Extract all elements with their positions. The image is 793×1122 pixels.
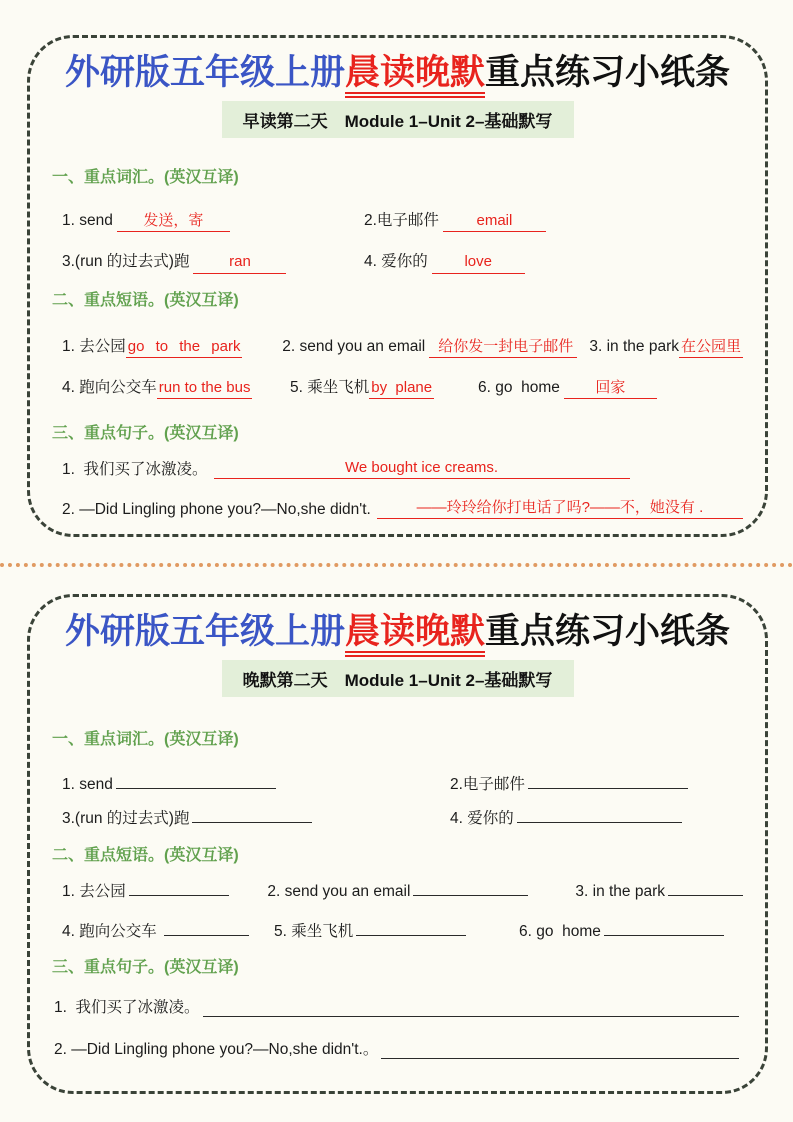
answer-blank bbox=[203, 1001, 739, 1017]
question-label: 2. send you an email bbox=[267, 883, 411, 900]
morning-banner: 早读第二天 Module 1–Unit 2–基础默写 bbox=[222, 101, 574, 138]
phrase-item bbox=[267, 880, 575, 901]
answer-text: We bought ice creams. bbox=[214, 458, 630, 479]
phrase-row-2 bbox=[62, 919, 743, 941]
cut-line-divider bbox=[0, 563, 793, 567]
evening-banner: 晚默第二天 Module 1–Unit 2–基础默写 bbox=[222, 660, 574, 697]
vocab-item bbox=[62, 249, 364, 273]
phrase-item bbox=[274, 919, 519, 941]
evening-dictation-card bbox=[27, 594, 768, 1094]
answer-text: 发送，寄 bbox=[117, 211, 230, 232]
question-label: 4. 爱你的 bbox=[450, 810, 514, 827]
question-label: 2. send you an email bbox=[282, 337, 426, 355]
phrase-item bbox=[575, 880, 743, 901]
question-label: 1. send bbox=[62, 776, 113, 793]
answer-text: love bbox=[432, 252, 525, 273]
title-suffix: 重点练习小纸条 bbox=[485, 612, 731, 651]
answer-blank bbox=[164, 920, 249, 936]
phrase-item bbox=[62, 879, 267, 901]
question-label: 5. 乘坐飞机 bbox=[290, 378, 370, 396]
title-edition: 外研版五年级上册 bbox=[64, 53, 345, 92]
answer-blank bbox=[192, 807, 312, 823]
phrase-item bbox=[62, 919, 274, 941]
worksheet-title bbox=[52, 52, 743, 94]
question-label: 3. in the park bbox=[575, 883, 665, 900]
question-label: 2. —Did Lingling phone you?—No,she didn't. bbox=[62, 501, 371, 519]
answer-text: 回家 bbox=[564, 378, 657, 399]
answer-blank bbox=[381, 1043, 739, 1059]
question-label: 4. 跑向公交车 bbox=[62, 923, 162, 940]
morning-reading-card bbox=[27, 35, 768, 537]
vocab-item bbox=[364, 208, 546, 232]
vocab-item bbox=[450, 772, 688, 794]
question-label: 3.(run 的过去式)跑 bbox=[62, 810, 190, 827]
answer-text: go to the park bbox=[126, 337, 243, 358]
vocab-item bbox=[62, 211, 364, 232]
phrase-row-1 bbox=[62, 334, 743, 358]
answer-blank bbox=[604, 920, 724, 936]
title-highlight: 晨读晚默 bbox=[345, 612, 485, 657]
question-label: 4. 跑向公交车 bbox=[62, 378, 157, 396]
vocab-row-1 bbox=[62, 772, 743, 794]
answer-blank bbox=[356, 920, 466, 936]
question-label: 1. send bbox=[62, 212, 113, 229]
phrase-row-1 bbox=[62, 879, 743, 901]
sentence-row-2 bbox=[54, 1037, 743, 1059]
answer-text: 在公园里 bbox=[679, 337, 743, 358]
question-label: 1. 去公园 bbox=[62, 883, 126, 900]
vocab-item bbox=[62, 806, 450, 828]
question-label: 3. in the park bbox=[589, 337, 679, 355]
answer-text: 给你发一封电子邮件 bbox=[429, 337, 577, 358]
question-label: 2.电子邮件 bbox=[364, 212, 439, 229]
phrase-item bbox=[62, 334, 282, 358]
vocab-row-1 bbox=[62, 208, 743, 232]
question-label: 2. —Did Lingling phone you?—No,she didn't.。 bbox=[54, 1041, 379, 1058]
section-heading-sentences: 三、重点句子。(英汉互译) bbox=[52, 959, 239, 976]
phrase-item bbox=[62, 375, 290, 399]
answer-blank bbox=[528, 773, 688, 789]
answer-blank bbox=[517, 807, 682, 823]
phrase-item bbox=[589, 337, 743, 358]
phrase-item bbox=[519, 920, 724, 941]
question-label: 6. go home bbox=[519, 923, 601, 940]
answer-text: ——玲玲给你打电话了吗?——不，她没有 . bbox=[377, 498, 743, 519]
question-label: 4. 爱你的 bbox=[364, 253, 428, 271]
sentence-row-2 bbox=[62, 498, 743, 519]
answer-text: ran bbox=[193, 252, 286, 273]
vocab-item bbox=[450, 806, 682, 828]
phrase-row-2 bbox=[62, 375, 743, 399]
question-label: 2.电子邮件 bbox=[450, 776, 525, 793]
sentence-row-1 bbox=[62, 457, 743, 479]
question-label: 1. 我们买了冰激凌。 bbox=[54, 999, 200, 1016]
phrase-item bbox=[290, 375, 478, 399]
vocab-item bbox=[62, 773, 450, 794]
question-label: 3.(run 的过去式)跑 bbox=[62, 253, 190, 271]
question-label: 5. 乘坐飞机 bbox=[274, 923, 354, 940]
title-suffix: 重点练习小纸条 bbox=[485, 53, 731, 92]
answer-blank bbox=[413, 880, 528, 896]
answer-text: by plane bbox=[369, 378, 434, 399]
answer-text: email bbox=[443, 211, 546, 232]
worksheet-title bbox=[52, 611, 743, 653]
title-edition: 外研版五年级上册 bbox=[64, 612, 345, 651]
question-label: 1. 我们买了冰激凌。 bbox=[62, 461, 208, 478]
question-label: 6. go home bbox=[478, 378, 560, 396]
answer-blank bbox=[116, 773, 276, 789]
answer-blank bbox=[668, 880, 743, 896]
section-heading-vocab: 一、重点词汇。(英汉互译) bbox=[52, 169, 239, 186]
vocab-row-2 bbox=[62, 249, 743, 273]
section-heading-phrases: 二、重点短语。(英汉互译) bbox=[52, 847, 239, 864]
section-heading-sentences: 三、重点句子。(英汉互译) bbox=[52, 425, 239, 442]
vocab-row-2 bbox=[62, 806, 743, 828]
title-highlight: 晨读晚默 bbox=[345, 53, 485, 98]
answer-text: run to the bus bbox=[157, 378, 253, 399]
section-heading-phrases: 二、重点短语。(英汉互译) bbox=[52, 291, 239, 309]
phrase-item bbox=[478, 378, 657, 399]
vocab-item bbox=[364, 249, 525, 273]
phrase-item bbox=[282, 337, 589, 358]
sentence-row-1 bbox=[54, 995, 743, 1017]
section-heading-vocab: 一、重点词汇。(英汉互译) bbox=[52, 731, 239, 748]
question-label: 1. 去公园 bbox=[62, 337, 126, 355]
answer-blank bbox=[129, 880, 229, 896]
